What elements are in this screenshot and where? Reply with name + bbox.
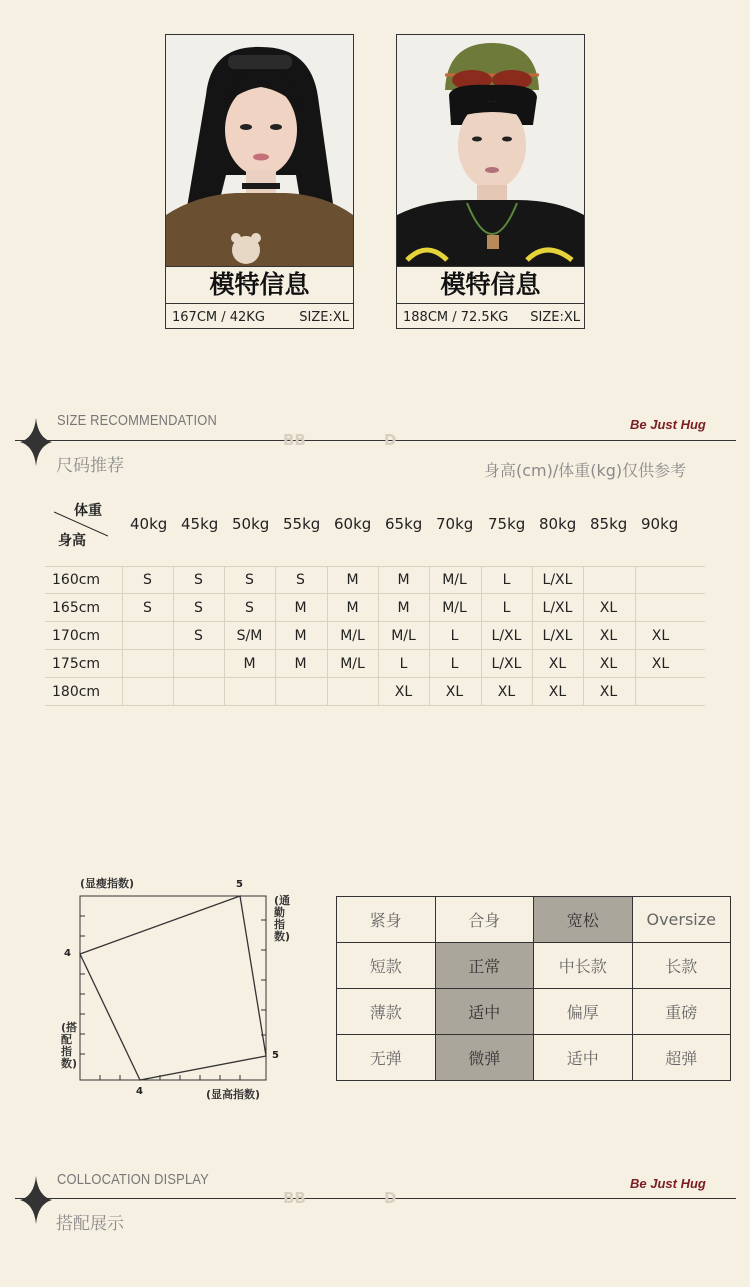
corner-weight-label: 体重 (74, 503, 102, 519)
brand-logo: Be Just Hug (630, 417, 706, 432)
size-cell: S (194, 572, 203, 588)
radar-value-right: 5 (272, 1050, 279, 1061)
attribute-cell: 紧身 (337, 897, 436, 943)
attribute-cell: 薄款 (337, 989, 436, 1035)
size-cell: S (296, 572, 305, 588)
size-cell: XL (651, 656, 670, 672)
size-cell: M (397, 600, 410, 616)
size-cell: L (450, 628, 459, 644)
size-cell: M (346, 572, 359, 588)
model-size: SIZE:XL (299, 310, 349, 325)
weight-header: 70kg (436, 515, 474, 533)
section-title-cn: 尺码推荐 (56, 456, 124, 476)
model-stats (172, 310, 349, 325)
brand-mark: BB (283, 431, 306, 449)
fabric-attributes-grid (336, 896, 731, 1081)
size-cell: S (143, 600, 152, 616)
brand-mark: D (384, 1189, 397, 1207)
size-cell: S (245, 600, 254, 616)
size-cell: XL (599, 600, 618, 616)
weight-header: 45kg (181, 515, 219, 533)
size-cell: L (502, 600, 511, 616)
size-cell: L (399, 656, 408, 672)
size-cell: S (245, 572, 254, 588)
size-cell: XL (394, 684, 413, 700)
size-cell: S/M (236, 628, 263, 644)
size-cell: XL (497, 684, 516, 700)
weight-header: 85kg (590, 515, 628, 533)
attribute-cell: 适中 (436, 989, 535, 1035)
attribute-cell: 适中 (534, 1035, 633, 1081)
weight-header: 50kg (232, 515, 270, 533)
size-cell: L/XL (542, 572, 573, 588)
height-label: 170cm (52, 628, 101, 644)
section-title-en: COLLOCATION DISPLAY (57, 1171, 209, 1188)
attribute-cell: 重磅 (633, 989, 732, 1035)
size-note: 身高(cm)/体重(kg)仅供参考 (484, 461, 687, 480)
brand-mark: D (384, 431, 397, 449)
attribute-cell: 无弹 (337, 1035, 436, 1081)
size-cell: L/XL (491, 628, 522, 644)
size-cell: M (346, 600, 359, 616)
weight-header: 65kg (385, 515, 423, 533)
size-cell: M/L (340, 656, 365, 672)
attribute-cell: 正常 (436, 943, 535, 989)
table-row-divider (45, 593, 705, 594)
size-cell: M/L (442, 600, 467, 616)
size-cell: XL (651, 628, 670, 644)
table-row-divider (45, 705, 705, 706)
size-cell: M (397, 572, 410, 588)
size-cell: M/L (340, 628, 365, 644)
size-cell: L (502, 572, 511, 588)
model-card-female (165, 34, 354, 329)
weight-header: 60kg (334, 515, 372, 533)
size-cell: XL (599, 628, 618, 644)
size-cell: M (294, 656, 307, 672)
attribute-cell: 合身 (436, 897, 535, 943)
size-cell: S (143, 572, 152, 588)
table-row-divider (45, 649, 705, 650)
model-stats (403, 310, 580, 325)
corner-height-label: 身高 (58, 533, 86, 549)
size-cell: S (194, 628, 203, 644)
attribute-cell: 长款 (633, 943, 732, 989)
attribute-cell: 微弹 (436, 1035, 535, 1081)
section-title-cn: 搭配展示 (56, 1214, 124, 1234)
size-cell: XL (599, 656, 618, 672)
size-cell: XL (548, 656, 567, 672)
size-cell: S (194, 600, 203, 616)
height-label: 165cm (52, 600, 101, 616)
size-cell: L/XL (542, 600, 573, 616)
model-photo-male (397, 35, 584, 266)
attribute-cell: Oversize (633, 897, 732, 943)
weight-header: 55kg (283, 515, 321, 533)
section-divider (15, 1198, 736, 1199)
size-cell: M/L (391, 628, 416, 644)
attribute-cell: 偏厚 (534, 989, 633, 1035)
model-info-title: 模特信息 (166, 266, 353, 304)
radar-label-left: (搭配指数) (61, 1021, 78, 1070)
radar-label-bottom: (显高指数) (206, 1088, 261, 1101)
radar-value-bottom: 4 (136, 1086, 143, 1097)
radar-label-right: (通勤指数) (274, 894, 291, 943)
radar-value-left: 4 (64, 948, 71, 959)
size-cell: M/L (442, 572, 467, 588)
height-label: 180cm (52, 684, 101, 700)
sparkle-icon (20, 418, 52, 466)
weight-header: 90kg (641, 515, 679, 533)
attribute-cell: 短款 (337, 943, 436, 989)
table-row-divider (45, 677, 705, 678)
size-cell: XL (599, 684, 618, 700)
model-height-weight: 188CM / 72.5KG (403, 310, 509, 325)
table-row-divider (45, 621, 705, 622)
radar-label-top: (显瘦指数) (80, 877, 135, 890)
weight-header: 80kg (539, 515, 577, 533)
radar-polygon (80, 896, 266, 1080)
model-photo-female (166, 35, 353, 266)
size-cell: M (294, 628, 307, 644)
size-cell: L/XL (542, 628, 573, 644)
section-divider (15, 440, 736, 441)
section-title-en: SIZE RECOMMENDATION (57, 412, 217, 429)
weight-header: 75kg (488, 515, 526, 533)
attribute-cell: 超弹 (633, 1035, 732, 1081)
table-row-divider (45, 566, 705, 567)
sparkle-icon (20, 1176, 52, 1224)
size-cell: L/XL (491, 656, 522, 672)
size-cell: M (243, 656, 256, 672)
model-card-male (396, 34, 585, 329)
height-label: 175cm (52, 656, 101, 672)
size-cell: L (450, 656, 459, 672)
model-size: SIZE:XL (530, 310, 580, 325)
height-label: 160cm (52, 572, 101, 588)
weight-header: 40kg (130, 515, 168, 533)
radar-chart (60, 870, 300, 1110)
brand-mark: BB (283, 1189, 306, 1207)
attribute-cell: 中长款 (534, 943, 633, 989)
model-height-weight: 167CM / 42KG (172, 310, 265, 325)
brand-logo: Be Just Hug (630, 1176, 706, 1191)
radar-value-top: 5 (236, 879, 243, 890)
size-cell: M (294, 600, 307, 616)
model-info-title: 模特信息 (397, 266, 584, 304)
size-cell: XL (548, 684, 567, 700)
attribute-cell: 宽松 (534, 897, 633, 943)
size-cell: XL (445, 684, 464, 700)
